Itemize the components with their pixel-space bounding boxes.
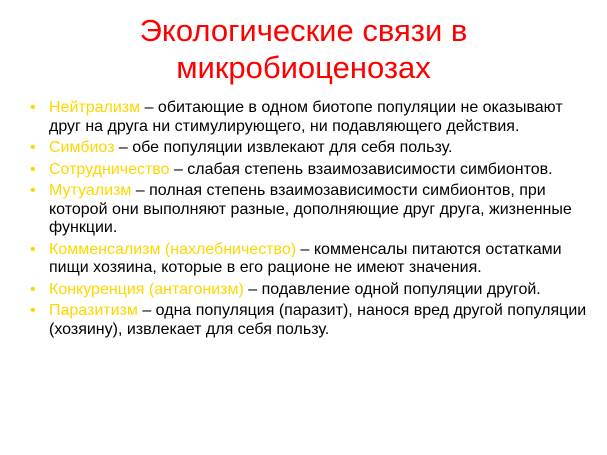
bullet-item-mutualism: [30, 182, 590, 238]
bullet-dot-icon: •: [30, 99, 36, 116]
bullet-dot-icon: •: [30, 302, 36, 319]
bullet-item-cooperation: [30, 161, 590, 180]
bullet-text: – обе популяции извлекают для себя пользу.: [114, 139, 453, 156]
bullet-text: – обитающие в одном биотопе популяции не оказывают друг на друга ни стимулирующего, ни подавляющего действия.: [49, 99, 563, 135]
bullet-term: Паразитизм: [49, 302, 138, 319]
bullet-item-competition: [30, 281, 590, 300]
slide-title-line-2: микробиоценозах: [176, 50, 431, 85]
bullet-term: Симбиоз: [49, 139, 115, 156]
bullet-item-symbiosis: [30, 139, 590, 158]
bullet-text: – полная степень взаимозависимости симбионтов, при которой они выполняют разные, дополняющие друг друга, жизненные функции.: [49, 182, 572, 236]
bullet-text: – слабая степень взаимозависимости симбионтов.: [169, 160, 553, 178]
bullet-dot-icon: •: [30, 280, 36, 298]
slide-title: [0, 12, 607, 86]
bullet-item-neutralism: [30, 99, 590, 136]
bullet-item-commensalism: [30, 241, 590, 278]
bullet-dot-icon: •: [30, 182, 36, 199]
bullet-text: – одна популяция (паразит), нанося вред другой популяции (хозяину), извлекает для себя пользу.: [49, 302, 587, 338]
bullet-term: Мутуализм: [49, 182, 132, 199]
bullet-list: [30, 99, 590, 342]
bullet-term: Конкуренция (антагонизм): [49, 280, 244, 298]
bullet-dot-icon: •: [30, 139, 36, 156]
bullet-term: Сотрудничество: [49, 160, 170, 178]
bullet-text: – комменсалы питаются остатками пищи хозяина, которые в его рационе не имеют значения.: [49, 240, 562, 276]
slide-title-line-1: Экологические связи в: [139, 13, 468, 48]
bullet-text: – подавление одной популяции другой.: [243, 280, 541, 298]
bullet-dot-icon: •: [30, 240, 36, 258]
bullet-term: Комменсализм (нахлебничество): [49, 240, 297, 258]
bullet-term: Нейтрализм: [49, 99, 141, 116]
bullet-dot-icon: •: [30, 160, 36, 178]
bullet-item-parasitism: [30, 302, 590, 339]
